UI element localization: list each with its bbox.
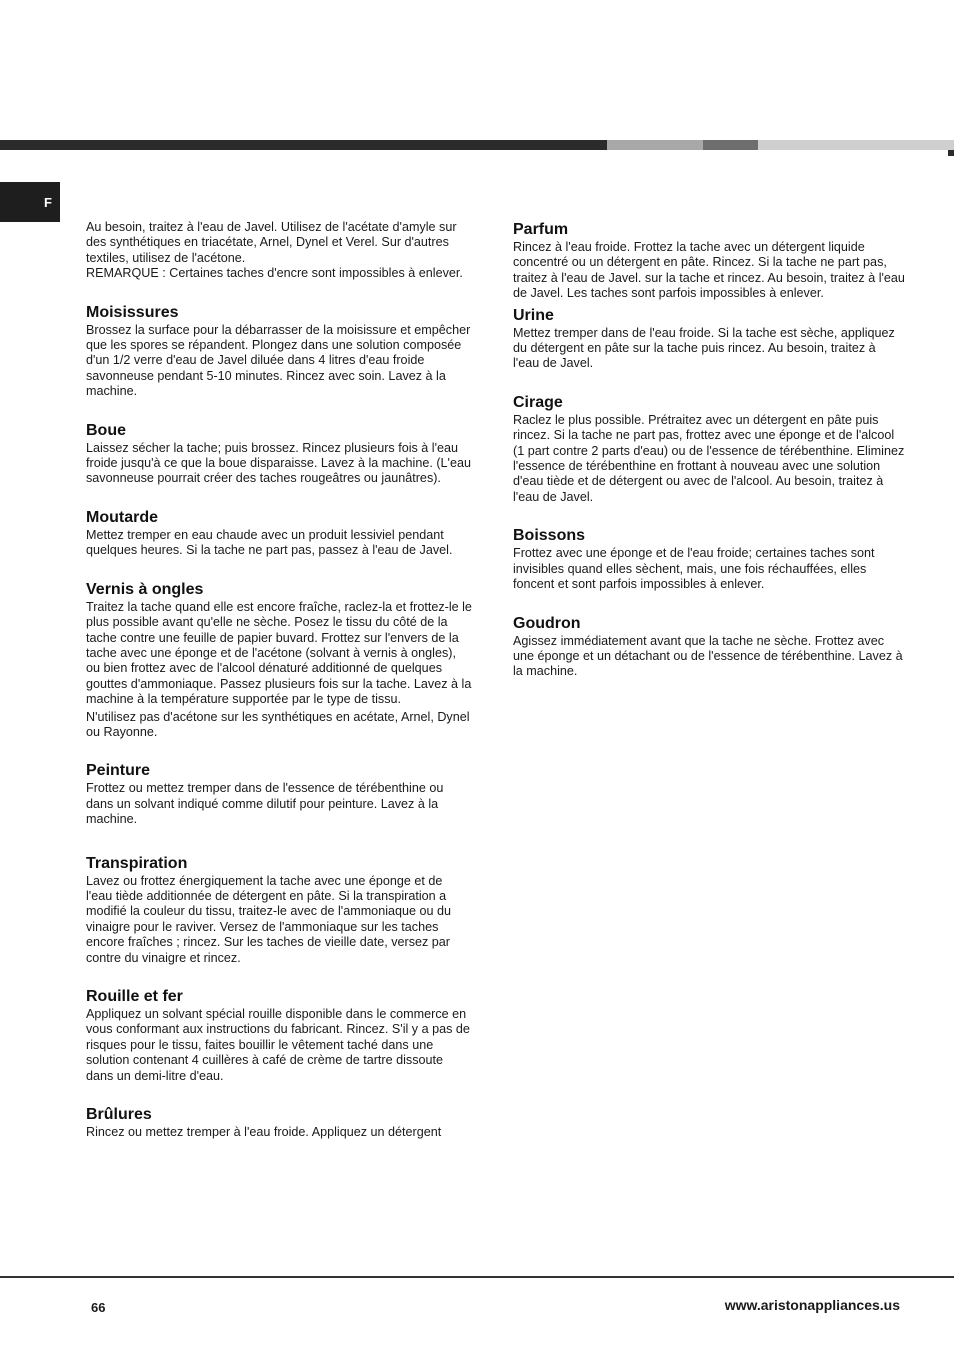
section-body-note: N'utilisez pas d'acétone sur les synthétiques en acétate, Arnel, Dynel ou Rayonne. [86,709,470,739]
section-parfum [513,220,905,302]
section-body: Mettez tremper dans de l'eau froide. Si la tache est sèche, appliquez du détergent en pâte sur la tache puis rincez. Au besoin, traitez à l'eau de Javel. [513,325,895,371]
header-bar-segment-light-gray [607,140,703,150]
left-column [86,220,472,1140]
intro-text [86,220,472,282]
section-body: Rincez ou mettez tremper à l'eau froide. Appliquez un détergent [86,1125,442,1140]
section-brulures [86,1105,472,1140]
language-tab [0,182,60,222]
section-transpiration [86,854,472,966]
section-goudron [513,614,905,680]
intro-remark: REMARQUE : Certaines taches d'encre sont impossibles à enlever. [86,266,463,281]
section-body: Frottez avec une éponge et de l'eau froide; certaines taches sont invisibles quand elles sèchent, mais, une fois réchauffées, elles foncent et sont parfois impossibles à enlever. [513,546,875,592]
section-title: Goudron [513,614,581,632]
section-vernis-a-ongles [86,580,472,741]
section-title: Vernis à ongles [86,580,204,598]
section-title: Moutarde [86,508,158,526]
header-bar-segment-dark [0,140,607,150]
section-body: Rincez à l'eau froide. Frottez la tache avec un détergent liquide concentré ou un détergent en pâte. Rincez. Si la tache ne part pas, traitez à l'eau de Javel. sur la tache et rincez. Au besoin, traitez à l'eau de Javel. Les taches sont parfois impossibles à enlever. [513,240,905,301]
section-body: Appliquez un solvant spécial rouille disponible dans le commerce en vous conformant aux instructions du fabricant. Rincez. S'il y a pas de risques pour le tissu, faites bouillir le vêtement taché dans une solution contenant 4 cuillères à café de crème de tartre dissoute dans un demi-litre d'eau. [86,1007,470,1083]
section-body: Lavez ou frottez énergiquement la tache avec une éponge et de l'eau tiède additionnée de détergent en pâte. Si la transpiration a modifié la couleur du tissu, traitez-le avec de l'ammoniaque ou du vinaigre pour le raviver. Versez de l'ammoniaque sur les taches encore fraîches ; rincez. Sur les taches de vieille date, versez par contre du vinaigre et rincez. [86,873,452,965]
section-body: Traitez la tache quand elle est encore fraîche, raclez-la et frottez-le le plus possible avant qu'elle ne sèche. Posez le tissu du côté de la tache contre une feuille de papier buvard. Frottez sur l'envers de la tache avec une éponge et de l'acétone (solvant à vernis à ongles), ou bien frottez avec de l'alcool dénaturé additionné de quelques gouttes d'ammoniaque. Passez plusieurs fois sur la tache. Lavez à la machine à la température supportée par le type de tissu. [86,599,472,707]
footer-divider [0,1276,954,1278]
intro-paragraph: Au besoin, traitez à l'eau de Javel. Utilisez de l'acétate d'amyle sur des synthétiques en triacétate, Arnel, Dynel et Verel. Sur d'autres textiles, utilisez de l'acétone. [86,220,457,265]
section-title: Cirage [513,393,563,411]
section-body: Agissez immédiatement avant que la tache ne sèche. Frottez avec une éponge et un détachant ou de l'essence de térébenthine. Lavez à la machine. [513,633,903,679]
section-title: Boissons [513,527,586,545]
section-title: Urine [513,306,554,324]
section-body: Brossez la surface pour la débarrasser de la moisissure et empêcher que les spores se répandent. Plongez dans une solution composée d'un 1/2 verre d'eau de Javel diluée dans 4 litres d'eau froide savonneuse pendant 5-10 minutes. Rincez avec soin. Lavez à la machine. [86,322,471,399]
section-urine [513,306,905,372]
right-column [513,220,905,680]
section-moisissures [86,303,472,400]
section-rouille-et-fer [86,987,472,1084]
section-body: Raclez le plus possible. Prétraitez avec un détergent en pâte puis rincez. Si la tache ne part pas, frottez avec une éponge et de l'alcool (1 part contre 2 parts d'eau) ou de l'essence de térébenthine. Eliminez l'essence de térébenthine en frottant à nouveau avec une solution d'eau tiède et de détergent ou avec de l'alcool. Au besoin, traitez à l'eau de Javel. [513,412,905,504]
header-color-bar [0,140,954,150]
website-url: www.aristonappliances.us [724,1297,900,1313]
section-title: Transpiration [86,854,188,872]
section-title: Parfum [513,221,569,238]
section-title: Boue [86,421,126,439]
section-peinture [86,761,472,827]
header-bar-segment-mid-gray [703,140,758,150]
section-cirage [513,393,905,505]
section-title: Peinture [86,762,151,780]
section-body: Mettez tremper en eau chaude avec un produit lessiviel pendant quelques heures. Si la tache ne part pas, passez à l'eau de Javel. [86,527,453,558]
crop-mark [948,150,954,156]
language-tab-label: F [44,194,52,210]
section-body: Laissez sécher la tache; puis brossez. Rincez plusieurs fois à l'eau froide jusqu'à ce que la boue disparaisse. Lavez à la machine. (L'eau savonneuse pourrait créer des taches rougeâtres ou jaunâtres). [86,440,471,486]
section-title: Brûlures [86,1106,152,1124]
page-number: 66 [91,1300,106,1315]
section-moutarde [86,508,472,559]
header-bar-segment-pale-gray [758,140,954,150]
section-title: Moisissures [86,303,179,321]
section-boissons [513,526,905,592]
section-boue [86,421,472,487]
section-title: Rouille et fer [86,988,183,1005]
section-body: Frottez ou mettez tremper dans de l'essence de térébenthine ou dans un solvant indiqué comme dilutif pour peinture. Lavez à la machine. [86,781,444,827]
